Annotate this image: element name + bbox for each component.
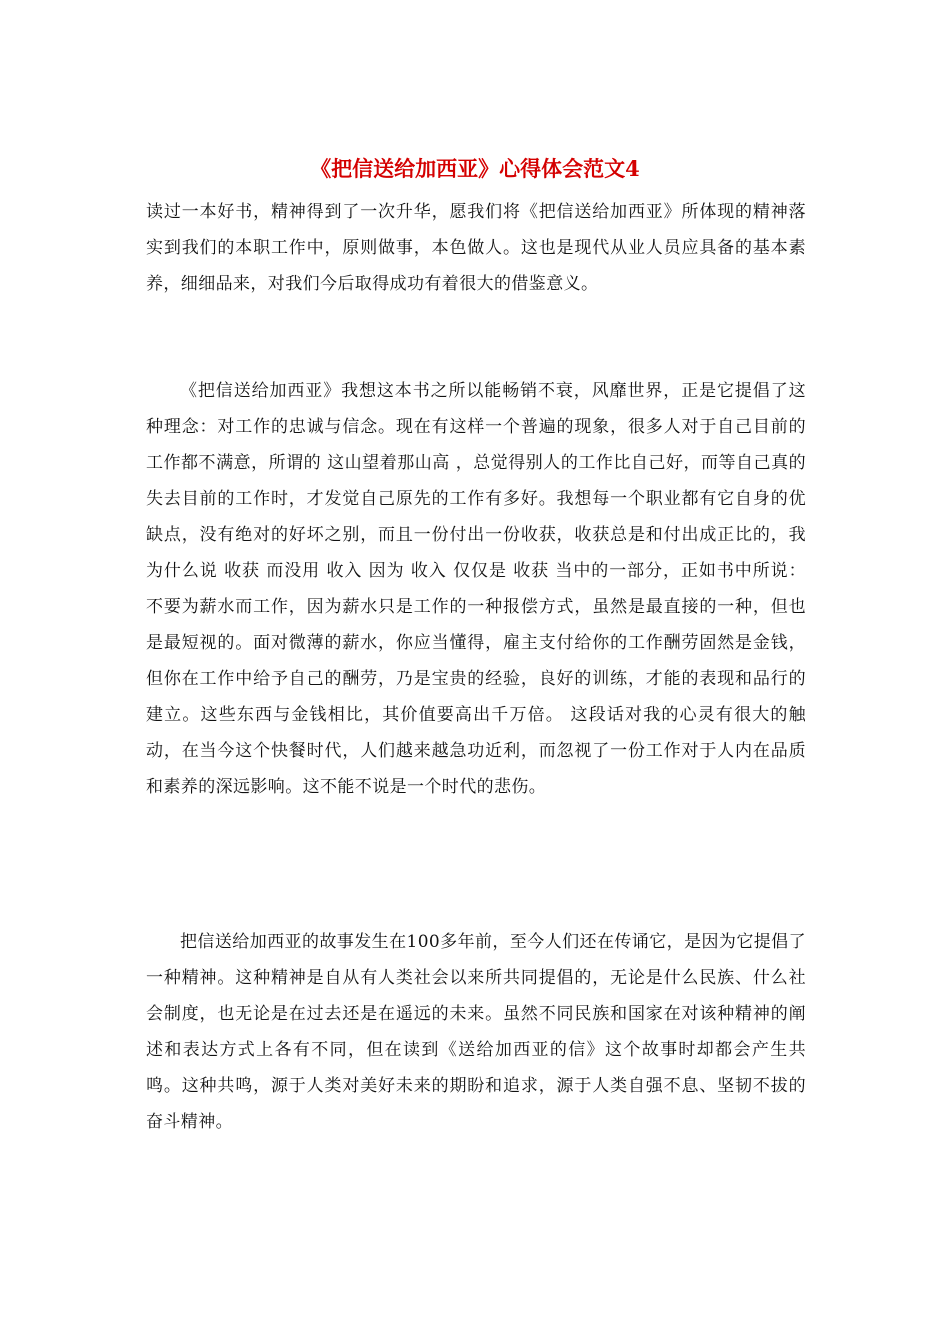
paragraph-intro: 读过一本好书，精神得到了一次升华，愿我们将《把信送给加西亚》所体现的精神落实到我们的本职工作中，原则做事，本色做人。这也是现代从业人员应具备的基本素养，细细品来，对我们今后取得成功有着很大的借鉴意义。: [146, 202, 806, 294]
document-title: 《把信送给加西亚》心得体会范文4: [310, 156, 640, 181]
paragraph-book-concept: 《把信送给加西亚》我想这本书之所以能畅销不衰，风靡世界，正是它提倡了这种理念：对工作的忠诚与信念。现在有这样一个普遍的现象，很多人对于自己目前的工作都不满意，所谓的 这山望着那山高 ，总觉得别人的工作比自己好，而等自己真的失去目前的工作时，才发觉自己原先的工作有多好。我想每一个职业都有它自身的优缺点，没有绝对的好坏之别，而且一份付出一份收获，收获总是和付出成正比的，我为什么说 收获 而没用 收入 因为 收入 仅仅是 收获 当中的一部分，正如书中所说： 不要为薪水而工作，因为薪水只是工作的一种报偿方式，虽然是最直接的一种，但也是最短视的。面对微薄的薪水，你应当懂得，雇主支付给你的工作酬劳固然是金钱，但你在工作中给予自己的酬劳，乃是宝贵的经验，良好的训练，才能的表现和品行的建立。这些东西与金钱相比，其价值要高出千万倍。 这段话对我的心灵有很大的触动，在当今这个快餐时代，人们越来越急功近利，而忽视了一份工作对于人内在品质和素养的深远影响。这不能不说是一个时代的悲伤。: [146, 381, 806, 797]
paragraph-story-spirit: 把信送给加西亚的故事发生在100多年前，至今人们还在传诵它，是因为它提倡了一种精神。这种精神是自从有人类社会以来所共同提倡的，无论是什么民族、什么社会制度，也无论是在过去还是在遥远的未来。虽然不同民族和国家在对该种精神的阐述和表达方式上各有不同，但在读到《送给加西亚的信》这个故事时却都会产生共鸣。这种共鸣，源于人类对美好未来的期盼和追求，源于人类自强不息、坚韧不拔的奋斗精神。: [146, 932, 806, 1132]
